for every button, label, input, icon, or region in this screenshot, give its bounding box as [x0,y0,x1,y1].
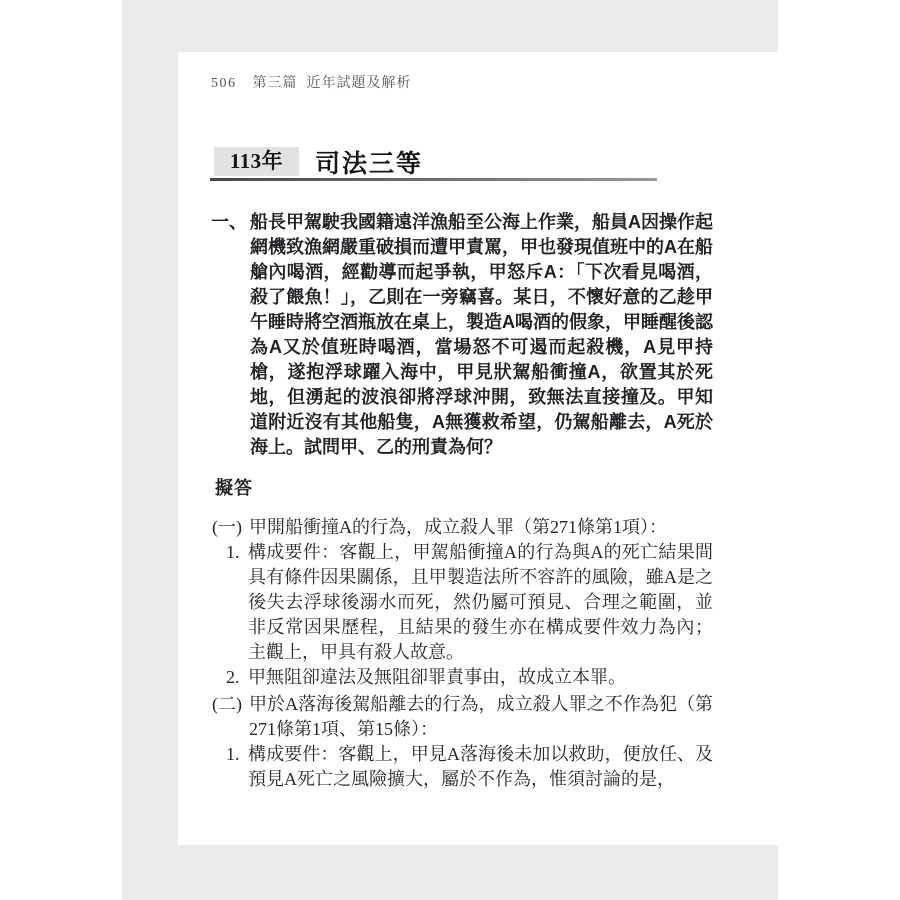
exam-name: 司法三等 [315,151,424,178]
answer-item-1-sub-2-num: 2. [226,667,240,687]
answer-item-2-title: 甲於A落海後駕船離去的行為，成立殺人罪之不作為犯（第271條第1項、第15條）： [249,694,713,739]
answer-item-1-sub-1-num: 1. [226,542,240,562]
model-answer-heading: 擬答 [215,478,253,498]
answer-item-2-sub-1 [226,742,713,792]
answer-item-1-head [212,515,713,540]
answer-item-1-sub-2-text: 甲無阻卻違法及無阻卻罪責事由，故成立本罪。 [248,667,626,687]
answer-item-1-sub-1 [226,540,713,665]
part-label: 第三篇 [252,76,298,91]
part-title: 近年試題及解析 [306,76,412,91]
answer-item-2-head [212,692,713,742]
answer-item-2-label: (二) [212,694,242,714]
answer-item-1-sub-1-text: 構成要件：客觀上，甲駕船衝撞A的行為與A的死亡結果間具有條件因果關係，且甲製造法所不容許的風險，雖A是之後失去浮球後溺水而死，然仍屬可預見、合理之範圍，並非反常因果歷程，且結果的發生亦在構成要件效力為內；主觀上，甲具有殺人故意。 [248,542,713,662]
answer-item-2 [212,692,713,792]
answer-item-1-label: (一) [212,517,242,537]
year-badge: 113年 [214,147,299,176]
book-page [178,52,900,845]
question-text: 船長甲駕駛我國籍遠洋漁船至公海上作業，船員A因操作起網機致漁網嚴重破損而遭甲責罵，甲也發現值班中的A在船艙內喝酒，經勸導而起爭執，甲怒斥A：「下次看見喝酒，殺了餵魚！」，乙則在一旁竊喜。某日，不懷好意的乙趁甲午睡時將空酒瓶放在桌上，製造A喝酒的假象，甲睡醒後認為A又於值班時喝酒，當場怒不可遏而起殺機，A見甲持槍，遂抱浮球躍入海中，甲見狀駕船衝撞A，欲置其於死地，但湧起的波浪卻將浮球沖開，致無法直接撞及。甲知道附近沒有其他船隻，A無獲救希望，仍駕船離去，A死於海上。試問甲、乙的刑責為何？ [250,212,713,457]
answer-item-1 [212,515,713,690]
answer-item-2-sub-1-num: 1. [226,744,240,764]
answer-item-1-title: 甲開船衝撞A的行為，成立殺人罪（第271條第1項）： [249,517,667,537]
answer-item-1-sub-2 [226,665,713,690]
page-number: 506 [211,76,237,91]
question-number: 一、 [211,212,247,232]
banner-rule [210,178,657,181]
answer-item-2-sub-1-text: 構成要件：客觀上，甲見A落海後未加以救助，便放任、及預見A死亡之風險擴大，屬於不作為，惟須討論的是， [248,744,713,789]
running-head [211,72,412,92]
